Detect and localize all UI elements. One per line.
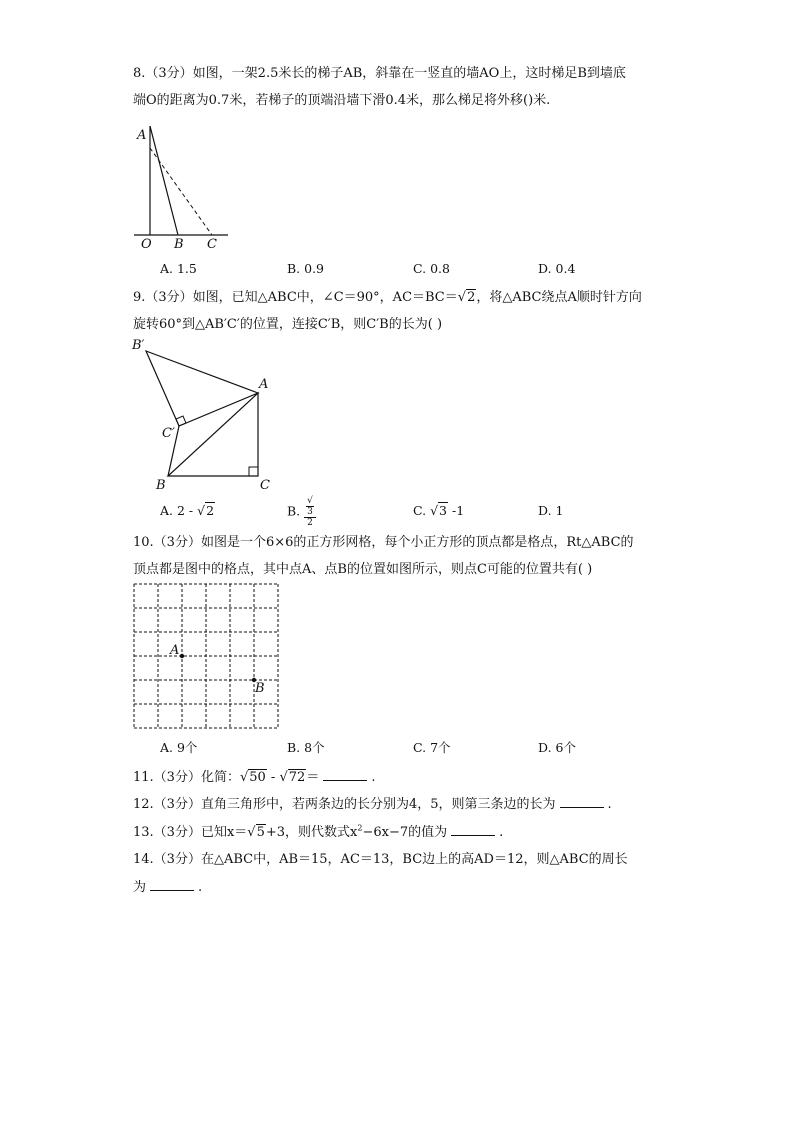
q11-answer-blank[interactable]	[323, 770, 367, 781]
q9-text-line1: 9.（3分）如图，已知△ABC中，∠C＝90°，AC＝BC＝√2，将△ABC绕点A顺时针方向	[133, 290, 642, 305]
triangle-abpcp	[146, 351, 258, 426]
q10-text-line1: 10.（3分）如图是一个6×6的正方形网格，每个小正方形的顶点都是格点，Rt△ABC的	[133, 535, 634, 550]
q9-text-line2: 旋转60°到△AB′C′的位置，连接C′B，则C′B的长为( )	[133, 317, 443, 332]
q10-option-a[interactable]: A. 9个	[160, 740, 198, 755]
label-a: A	[170, 643, 180, 658]
q10-option-b[interactable]: B. 8个	[287, 740, 325, 755]
q9-option-d[interactable]: D. 1	[538, 503, 564, 518]
q14-text-line1: 14.（3分）在△ABC中，AB＝15，AC＝13，BC边上的高AD＝12，则△ABC的周长	[133, 852, 628, 867]
q10-option-c[interactable]: C. 7个	[413, 740, 451, 755]
q13-answer-blank[interactable]	[451, 825, 495, 836]
q9-option-a[interactable]: A. 2 - √2	[160, 503, 215, 518]
label-c: C	[260, 478, 270, 493]
ladder-ab	[150, 126, 178, 235]
triangle-abc	[168, 393, 258, 476]
q13-text: 13.（3分）已知x＝√5+3，则代数式$x^2-6x-7$的值为 .	[133, 823, 504, 840]
q10-text-line2: 顶点都是图中的格点，其中点A、点B的位置如图所示，则点C可能的位置共有( )	[133, 562, 593, 577]
q14-text-line2: 为 .	[133, 880, 203, 895]
q8-text-line1: 8.（3分）如图，一架2.5米长的梯子AB，斜靠在一竖直的墙AO上，这时梯足B到墙底	[133, 66, 626, 81]
q8-option-d[interactable]: D. 0.4	[538, 261, 576, 276]
q9-option-c[interactable]: C. √3 -1	[413, 503, 465, 518]
q8-option-a[interactable]: A. 1.5	[160, 261, 197, 276]
label-a: A	[137, 128, 147, 143]
q8-ladder-figure	[128, 118, 238, 253]
q10-grid-figure	[128, 580, 288, 735]
label-a: A	[259, 377, 269, 392]
label-c: C	[207, 237, 217, 252]
q8-option-c[interactable]: C. 0.8	[413, 261, 450, 276]
label-cp: C′	[162, 426, 175, 441]
label-b: B	[156, 478, 166, 493]
q12-answer-blank[interactable]	[560, 797, 604, 808]
q9-option-b[interactable]: B. √ 3 2	[287, 496, 316, 528]
ladder-dashed	[150, 148, 212, 235]
label-o: O	[141, 237, 152, 252]
q11-text: 11.（3分）化简：√50 - √72＝ .	[133, 770, 376, 785]
q9-rotation-figure	[128, 333, 278, 493]
q14-answer-blank[interactable]	[150, 880, 194, 891]
point-a	[180, 654, 184, 658]
q10-option-d[interactable]: D. 6个	[538, 740, 576, 755]
label-b: B	[255, 681, 265, 696]
right-angle-cp	[176, 416, 186, 426]
q8-option-b[interactable]: B. 0.9	[287, 261, 325, 276]
label-bp: B′	[132, 338, 145, 353]
q8-text-line2: 端O的距离为0.7米，若梯子的顶端沿墙下滑0.4米，那么梯足将外移()米.	[133, 93, 551, 108]
q12-text: 12.（3分）直角三角形中，若两条边的长分别为4，5，则第三条边的长为 .	[133, 797, 612, 812]
right-angle-c	[249, 467, 258, 476]
label-b: B	[174, 237, 184, 252]
grid-lines	[134, 584, 278, 728]
